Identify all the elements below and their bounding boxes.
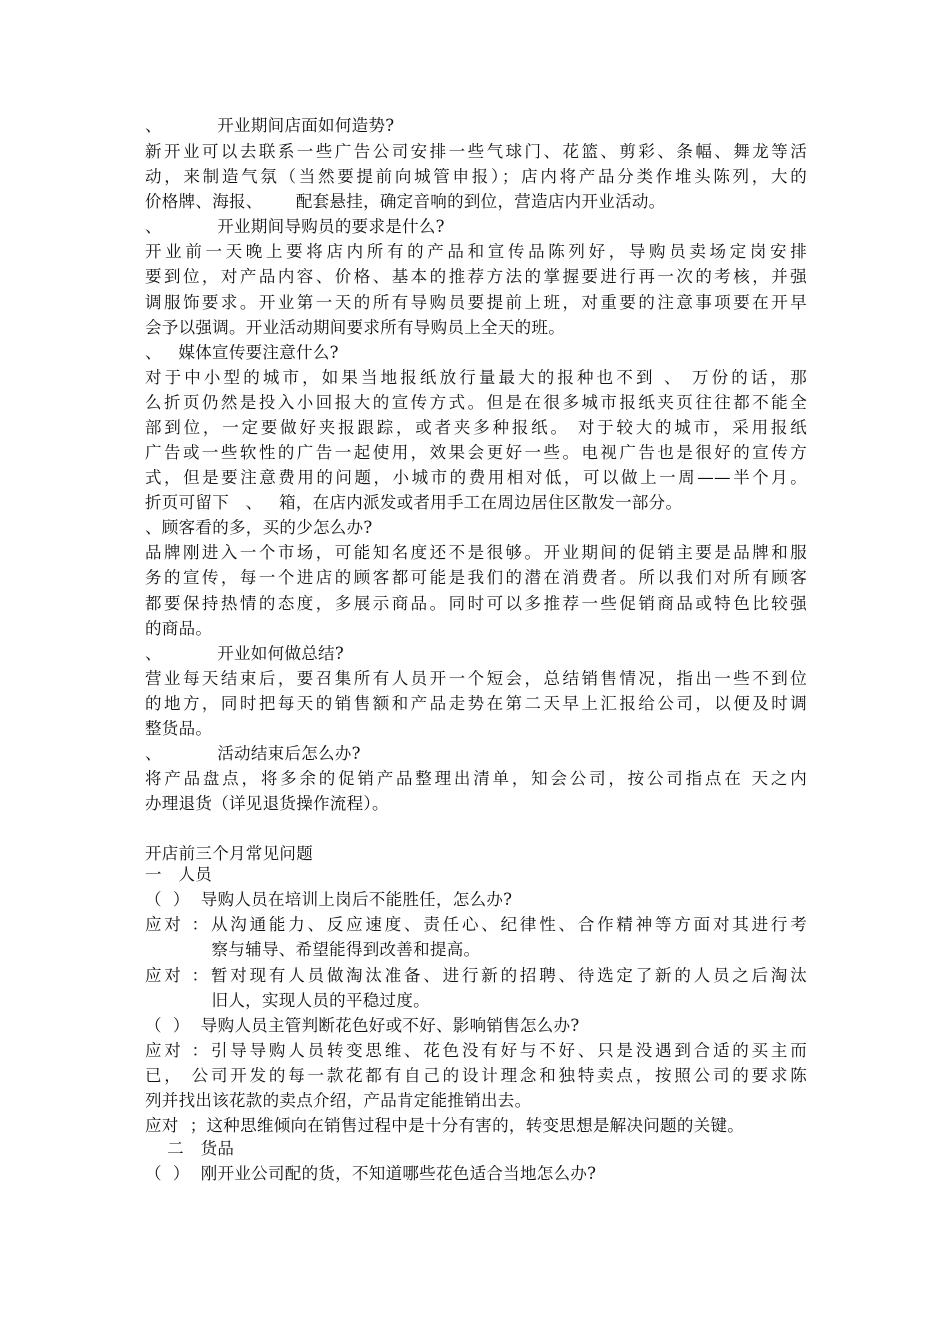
paragraph-line: 式，但是要注意费用的问题，小城市的费用相对低，可以做上一周——半个月。 <box>145 468 807 487</box>
answer-line: 列并找出该花款的卖点介绍，产品肯定能推销出去。 <box>145 1091 532 1110</box>
heading-opening-summary: 、 开业如何做总结? <box>145 644 344 663</box>
answer-line: 察与辅导、希望能得到改善和提高。 <box>145 940 481 959</box>
paragraph-line: 部到位，一定要做好夹报跟踪，或者夹多种报纸。 对于较大的城市，采用报纸 <box>145 418 807 437</box>
paragraph-line: 价格牌、海报、 配套悬挂，确定音响的到位，营造店内开业活动。 <box>145 192 666 211</box>
heading-customers-browse: 、顾客看的多，买的少怎么办? <box>145 518 373 537</box>
answer-line: 旧人，实现人员的平稳过度。 <box>145 991 430 1010</box>
paragraph-line: 调服饰要求。开业第一天的所有导购员要提前上班，对重要的注意事项要在开早 <box>145 293 807 312</box>
heading-sales-staff-requirements: 、 开业期间导购员的要求是什么? <box>145 217 445 236</box>
subsection-goods: 二 货品 <box>145 1139 235 1158</box>
answer-line: 应对 ：引导导购人员转变思维、花色没有好与不好、只是没遇到合适的买主而 <box>145 1041 807 1060</box>
heading-media-promotion: 、 媒体宣传要注意什么? <box>145 343 339 362</box>
answer-line: 应对 ：暂对现有人员做淘汰准备、进行新的招聘、待选定了新的人员之后淘汰 <box>145 966 807 985</box>
paragraph-line: 都要保持热情的态度，多展示商品。同时可以多推荐一些促销商品或特色比较强 <box>145 594 807 613</box>
paragraph-line: 新开业可以去联系一些广告公司安排一些气球门、花篮、剪彩、条幅、舞龙等活 <box>145 142 807 161</box>
paragraph-line: 将产品盘点，将多余的促销产品整理出清单，知会公司，按公司指点在 天之内 <box>145 769 807 788</box>
heading-store-promotion: 、 开业期间店面如何造势? <box>145 116 395 135</box>
question-line: （ ） 导购人员主管判断花色好或不好、影响销售怎么办? <box>145 1016 580 1035</box>
paragraph-line: 开业前一天晚上要将店内所有的产品和宣传品陈列好，导购员卖场定岗安排 <box>145 242 807 261</box>
paragraph-line: 要到位，对产品内容、价格、基本的推荐方法的掌握要进行再一次的考核，并强 <box>145 267 807 286</box>
paragraph-line: 务的宣传，每一个进店的顾客都可能是我们的潜在消费者。所以我们对所有顾客 <box>145 568 807 587</box>
paragraph-line: 对于中小型的城市，如果当地报纸放行量最大的报种也不到 、 万份的话，那 <box>145 368 807 387</box>
answer-line: 应对 ；这种思维倾向在销售过程中是十分有害的，转变思想是解决问题的关键。 <box>145 1116 745 1135</box>
answer-line: 应对 ：从沟通能力、反应速度、责任心、纪律性、合作精神等方面对其进行考 <box>145 915 807 934</box>
heading-after-activity: 、 活动结束后怎么办? <box>145 744 361 763</box>
paragraph-line: 营业每天结束后，要召集所有人员开一个短会，总结销售情况，指出一些不到位 <box>145 669 807 688</box>
paragraph-line: 动，来制造气氛（当然要提前向城管申报）；店内将产品分类作堆头陈列，大的 <box>145 167 807 186</box>
paragraph-line: 广告或一些软性的广告一起使用，效果会更好一些。电视广告也是很好的宣传方 <box>145 443 807 462</box>
paragraph-line: 的商品。 <box>145 619 213 638</box>
subsection-personnel: 一 人员 <box>145 865 213 884</box>
paragraph-line: 办理退货（详见退货操作流程）。 <box>145 794 389 813</box>
paragraph-line: 么折页仍然是投入小回报大的宣传方式。但是在很多城市报纸夹页往往都不能全 <box>145 393 807 412</box>
paragraph-line: 品牌刚进入一个市场，可能知名度还不是很够。开业期间的促销主要是品牌和服 <box>145 543 807 562</box>
paragraph-line: 折页可留下 、 箱，在店内派发或者用手工在周边居住区散发一部分。 <box>145 493 683 512</box>
question-line: （ ） 导购人员在培训上岗后不能胜任，怎么办? <box>145 890 513 909</box>
answer-line: 已， 公司开发的每一款花都有自己的设计理念和独特卖点，按照公司的要求陈 <box>145 1066 807 1085</box>
paragraph-line: 会予以强调。开业活动期间要求所有导购员上全天的班。 <box>145 318 565 337</box>
section-title: 开店前三个月常见问题 <box>145 844 313 863</box>
paragraph-line: 的地方，同时把每天的销售额和产品走势在第二天早上汇报给公司，以便及时调 <box>145 694 807 713</box>
paragraph-line: 整货品。 <box>145 719 213 738</box>
question-line: （ ） 刚开业公司配的货，不知道哪些花色适合当地怎么办? <box>145 1164 597 1183</box>
